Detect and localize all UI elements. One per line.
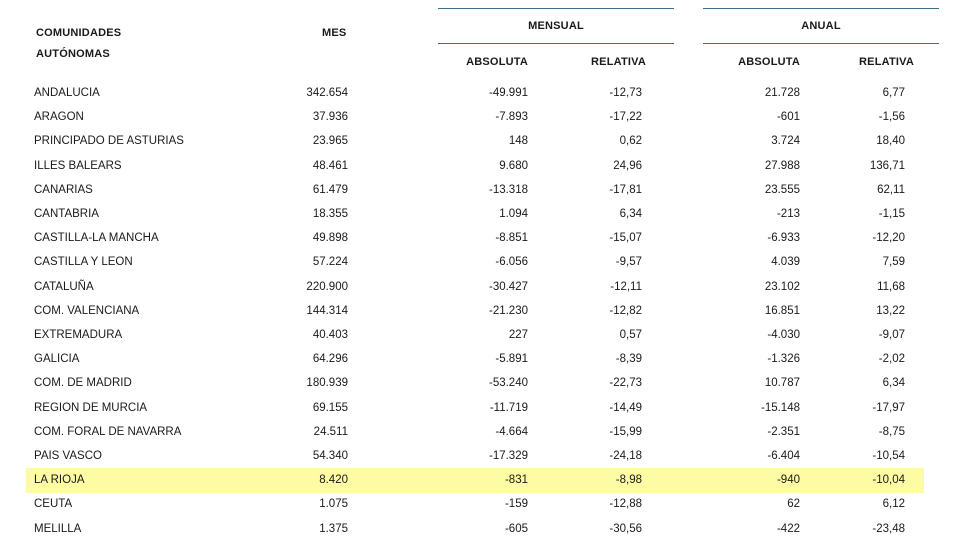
mensual-relativa-cell: -14,49 <box>609 401 642 414</box>
mensual-absoluta-cell: -11.719 <box>489 401 528 414</box>
mensual-relativa-cell: -8,39 <box>615 353 642 366</box>
community-name-cell: CANARIAS <box>34 183 93 196</box>
table-row <box>0 81 960 105</box>
table-row <box>0 250 960 274</box>
mensual-absoluta-cell: 9.680 <box>499 159 528 172</box>
anual-relativa-cell: -23,48 <box>872 522 905 535</box>
community-name-cell: CATALUÑA <box>34 280 94 293</box>
mes-cell: 69.155 <box>312 401 348 414</box>
anual-absoluta-cell: -6.933 <box>767 232 800 245</box>
mes-cell: 220.900 <box>306 280 348 293</box>
anual-relativa-cell: -1,15 <box>878 208 905 220</box>
mensual-absoluta-cell: -4.664 <box>495 425 528 438</box>
mensual-relativa-cell: -12,82 <box>609 304 642 317</box>
mensual-absoluta-cell: -53.240 <box>488 377 528 390</box>
table-row <box>0 517 960 540</box>
mes-cell: 24.511 <box>313 425 348 438</box>
header-mensual-absoluta: ABSOLUTA <box>466 56 528 68</box>
anual-relativa-cell: -9,07 <box>878 329 905 341</box>
mensual-absoluta-cell: -21.230 <box>488 304 528 317</box>
community-name-cell: MELILLA <box>34 522 82 535</box>
table-row <box>0 347 960 371</box>
mensual-absoluta-cell: -49.991 <box>488 87 528 99</box>
table-row <box>0 178 960 202</box>
table-row <box>0 226 960 250</box>
community-name-cell: COM. DE MADRID <box>34 377 132 390</box>
anual-absoluta-cell: 10.787 <box>764 377 800 390</box>
anual-absoluta-cell: 21.728 <box>764 87 800 99</box>
mes-cell: 49.898 <box>312 232 348 245</box>
anual-relativa-cell: 18,40 <box>876 135 905 148</box>
mensual-relativa-cell: -9,57 <box>615 256 642 269</box>
anual-relativa-cell: 62,11 <box>877 183 905 196</box>
mes-cell: 1.375 <box>319 522 348 535</box>
table-row <box>0 444 960 468</box>
community-name-cell: CANTABRIA <box>34 208 99 220</box>
table-row <box>0 202 960 226</box>
mensual-absoluta-cell: -7.893 <box>495 111 528 124</box>
mes-cell: 64.296 <box>312 353 348 366</box>
mensual-absoluta-cell: -13.318 <box>488 183 528 196</box>
anual-top-rule <box>703 8 939 9</box>
community-name-cell: CEUTA <box>34 498 73 511</box>
community-name-cell: ILLES BALEARS <box>34 159 122 172</box>
table-row <box>0 371 960 395</box>
anual-relativa-cell: 6,34 <box>882 377 905 390</box>
anual-bottom-rule <box>703 43 939 44</box>
community-name-cell: COM. FORAL DE NAVARRA <box>34 425 182 438</box>
table-row <box>0 129 960 153</box>
mensual-relativa-cell: 0,57 <box>619 329 642 341</box>
mensual-absoluta-cell: -605 <box>504 522 528 535</box>
mensual-bottom-rule <box>438 43 674 44</box>
header-anual-absoluta: ABSOLUTA <box>738 56 800 68</box>
anual-relativa-cell: -1,56 <box>878 111 905 124</box>
mensual-relativa-cell: -15,99 <box>609 425 642 438</box>
anual-absoluta-cell: -15.148 <box>760 401 800 414</box>
mes-cell: 40.403 <box>312 329 348 341</box>
mensual-relativa-cell: -22,73 <box>609 377 642 390</box>
table-row <box>0 105 960 129</box>
anual-absoluta-cell: 23.555 <box>764 183 800 196</box>
community-name-cell: ANDALUCIA <box>34 87 100 99</box>
mensual-absoluta-cell: 148 <box>508 135 528 148</box>
community-name-cell: LA RIOJA <box>34 474 85 487</box>
table-row <box>0 323 960 347</box>
anual-absoluta-cell: -940 <box>776 474 800 487</box>
anual-relativa-cell: 136,71 <box>869 159 905 172</box>
mensual-relativa-cell: -17,81 <box>609 183 642 196</box>
mes-cell: 61.479 <box>312 183 348 196</box>
mensual-absoluta-cell: 227 <box>508 329 528 341</box>
table-row <box>0 492 960 516</box>
anual-absoluta-cell: -2.351 <box>767 425 800 438</box>
community-name-cell: EXTREMADURA <box>34 329 123 341</box>
anual-relativa-cell: 13,22 <box>876 304 905 317</box>
anual-absoluta-cell: -213 <box>776 208 800 220</box>
mensual-absoluta-cell: -159 <box>504 498 528 511</box>
header-mensual: MENSUAL <box>528 20 584 32</box>
anual-relativa-cell: 6,12 <box>882 498 905 511</box>
mensual-absoluta-cell: 1.094 <box>499 208 528 220</box>
mes-cell: 23.965 <box>312 135 348 148</box>
anual-relativa-cell: -2,02 <box>878 353 905 366</box>
mes-cell: 57.224 <box>312 256 348 269</box>
table-row <box>0 154 960 178</box>
anual-relativa-cell: -12,20 <box>872 232 905 245</box>
mensual-relativa-cell: -17,22 <box>609 111 642 124</box>
mensual-top-rule <box>438 8 674 9</box>
header-anual-relativa: RELATIVA <box>859 56 914 68</box>
mensual-relativa-cell: -12,88 <box>609 498 642 511</box>
table-row-highlighted <box>0 468 960 492</box>
anual-relativa-cell: -17,97 <box>872 401 905 414</box>
community-name-cell: PRINCIPADO DE ASTURIAS <box>34 135 184 148</box>
community-name-cell: COM. VALENCIANA <box>34 304 140 317</box>
community-name-cell: PAIS VASCO <box>34 450 102 462</box>
mensual-relativa-cell: 24,96 <box>613 159 642 172</box>
anual-absoluta-cell: -601 <box>776 111 800 124</box>
anual-absoluta-cell: -1.326 <box>767 353 800 366</box>
mensual-relativa-cell: -15,07 <box>609 232 642 245</box>
header-comunidades: COMUNIDADES <box>36 27 122 39</box>
mensual-relativa-cell: -24,18 <box>609 450 642 462</box>
anual-relativa-cell: -10,04 <box>872 474 905 487</box>
mes-cell: 342.654 <box>306 87 348 99</box>
anual-relativa-cell: -10,54 <box>872 450 905 462</box>
mensual-absoluta-cell: -6.056 <box>495 256 528 269</box>
mensual-absoluta-cell: -30.427 <box>488 280 528 293</box>
mes-cell: 8.420 <box>319 474 348 487</box>
community-name-cell: GALICIA <box>34 353 80 366</box>
mes-cell: 18.355 <box>312 208 348 220</box>
anual-relativa-cell: 7,59 <box>882 256 905 269</box>
anual-relativa-cell: 6,77 <box>882 87 905 99</box>
community-name-cell: CASTILLA Y LEON <box>34 256 133 269</box>
anual-absoluta-cell: 62 <box>787 498 800 511</box>
anual-absoluta-cell: 16.851 <box>764 304 800 317</box>
header-mes: MES <box>322 27 347 39</box>
header-anual: ANUAL <box>801 20 841 32</box>
anual-relativa-cell: -8,75 <box>878 425 905 438</box>
anual-absoluta-cell: -4.030 <box>767 329 800 341</box>
mensual-absoluta-cell: -8.851 <box>495 232 528 245</box>
mes-cell: 180.939 <box>306 377 348 390</box>
community-name-cell: ARAGON <box>34 111 84 124</box>
mensual-relativa-cell: -30,56 <box>609 522 642 535</box>
mes-cell: 1.075 <box>319 498 348 511</box>
anual-absoluta-cell: 23.102 <box>764 280 800 293</box>
table-row <box>0 420 960 444</box>
anual-relativa-cell: 11,68 <box>877 280 905 293</box>
anual-absoluta-cell: 4.039 <box>771 256 800 269</box>
header-mensual-relativa: RELATIVA <box>591 56 646 68</box>
mes-cell: 37.936 <box>312 111 348 124</box>
table-row <box>0 396 960 420</box>
mensual-absoluta-cell: -5.891 <box>495 353 528 366</box>
mensual-absoluta-cell: -17.329 <box>488 450 528 462</box>
table-row <box>0 299 960 323</box>
table-row <box>0 275 960 299</box>
mensual-relativa-cell: -12,11 <box>610 280 642 293</box>
anual-absoluta-cell: 3.724 <box>771 135 800 148</box>
mes-cell: 48.461 <box>312 159 348 172</box>
anual-absoluta-cell: -422 <box>776 522 800 535</box>
mensual-relativa-cell: -8,98 <box>615 474 642 487</box>
header-autonomas: AUTÓNOMAS <box>36 48 110 60</box>
community-name-cell: CASTILLA-LA MANCHA <box>34 232 159 245</box>
mensual-absoluta-cell: -831 <box>504 474 528 487</box>
mes-cell: 144.314 <box>306 304 348 317</box>
mensual-relativa-cell: -12,73 <box>609 87 642 99</box>
mensual-relativa-cell: 0,62 <box>619 135 642 148</box>
mensual-relativa-cell: 6,34 <box>619 208 642 220</box>
mes-cell: 54.340 <box>312 450 348 462</box>
anual-absoluta-cell: -6.404 <box>767 450 800 462</box>
community-name-cell: REGION DE MURCIA <box>34 401 148 414</box>
anual-absoluta-cell: 27.988 <box>764 159 800 172</box>
